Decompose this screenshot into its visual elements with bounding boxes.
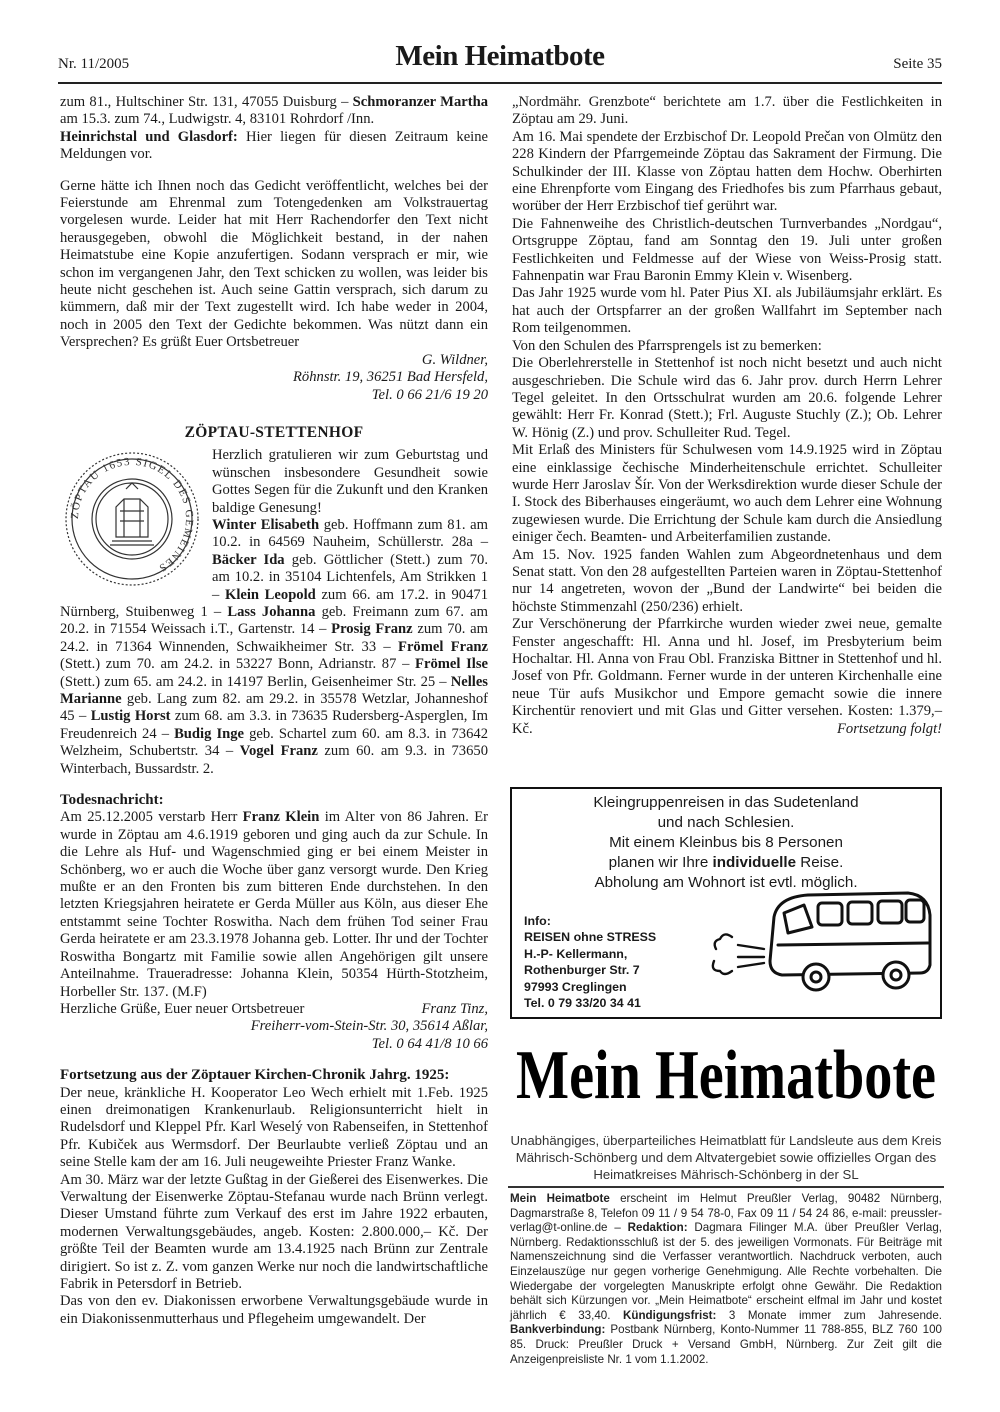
heinrichstal-paragraph: Heinrichstal und Glasdorf: Hier liegen für diesen Zeitraum keine Meldungen vor. xyxy=(60,128,489,163)
birthday-entry: Nelles Marianne geb. Lang zum 82. am 29.2. in 35578 Wetzlar, Johanneshof 45 – xyxy=(60,673,488,725)
bus-icon xyxy=(708,887,934,999)
chronik-paragraph: Zur Verschönerung der Pfarrkirche wurden wieder zwei neue, gemalte Fenster angeschafft: Hl. Anna und hl. Josef, im Presbyterium beim Hochaltar. Hl. Anna von Frau Obl. Franziska Bittner in Stettenhof und hl. Josef von Pfr. Goldmann. Ferner wurde in der unteren Kirchenhalle eine neue Tür aufs Musikchor und Empore gemacht sowie die innere Kirchentür renoviert und mit Glas und Gitter versehen. Kosten: 1.379,– Kč. Fortsetzung folgt! xyxy=(512,616,942,737)
masthead-rule xyxy=(508,1186,944,1188)
death-notice: Am 25.12.2005 verstarb Herr Franz Klein im Alter von 86 Jahren. Er wurde in Zöptau am 4.6.1919 geboren und ging auch da zur Schule. In die Lehre als Huf- und Wagenschmied ging er bei einem Meister in Schönberg, wo er auch die Woche über ganz versorgt wurde. Den Krieg mußte er an den Fronten bis zum bitteren Ende durchstehen. In den letzten Kriegsjahren heiratete er Gerda Müller aus Köln, aus dieser Ehe entstammt seine Tochter Roswitha. Nach dem frühen Tod seiner Frau Gerda heiratete er am 23.3.1978 Johanna geb. Lotter. Ihr und der Tochter Roswitha Bongartz mit Familie sowie allen Angehörigen gilt unsere Anteilnahme. Traueradresse: Johanna Klein, 50354 Hürth-Stotzheim, Horbeller Str. 137. (M.F) xyxy=(60,809,488,1000)
seal-text: ZÖPTAU 1653 SIGEL DES GEMEINES xyxy=(68,456,196,575)
left-column xyxy=(60,94,488,1328)
ad-contact-info: Info: REISEN ohne STRESS H.-P- Kellermann, Rothenburger Str. 7 97993 Creglingen Tel. 0 79 33/20 34 41 xyxy=(524,914,657,1011)
chronik-paragraph: Am 30. März war der letzte Gußtag in der Gießerei des Eisenwerkes. Die Verwaltung der Eisenwerke Zöptau-Stefanau wurde nach Brünn verlegt. Dieser Umstand führte zum Verkauf des erst im Jahre 1922 erbauten, modernen Verwaltungsgebäudes, angeb. Kosten: 2.800.000,– Kč. Der größte Teil der Beamten wurde am 13.4.1925 nach Brünn zur Zentrale dirigiert. So ist z. Z. vom ganzen Werke nur noch die landwirtschaftliche Fabrik in Petersdorf in Betrieb. xyxy=(60,1171,488,1292)
seal-icon xyxy=(60,449,204,589)
greeting-phone: Tel. 0 64 41/8 10 66 xyxy=(371,1035,488,1052)
continued-note: Fortsetzung folgt! xyxy=(837,720,942,737)
header-rule xyxy=(58,82,942,84)
header-title: Mein Heimatbote xyxy=(395,40,605,72)
signature-phone: Tel. 0 66 21/6 19 20 xyxy=(371,386,488,403)
birthday-intro: Herzlich gratulieren wir zum Geburtstag und wünschen insbesondere Gesundheit sowie Gottes Segen für die Zukunft und den Kranken baldige Genesung! xyxy=(212,447,488,516)
chronik-paragraph: Das Jahr 1925 wurde vom hl. Pater Pius XI. als Jubiläumsjahr erklärt. Es hat auch der Ortspfarrer an der großen Wallfahrt im September nach Rom teilgenommen. xyxy=(512,285,942,337)
birthday-entry: Klein Leopold zum 66. am 17.2. in 90471 Nürnberg, Stuibenweg 1 – xyxy=(60,586,488,620)
intro-paragraph: zum 81., Hultschiner Str. 131, 47055 Duisburg – Schmoranzer Martha am 15.3. zum 74., Ludwigstr. 4, 83101 Rohrdorf /Inn. xyxy=(60,94,488,128)
imprint: Mein Heimatbote erscheint im Helmut Preußler Verlag, 90482 Nürnberg, Dagmarstraße 8, Telefon 09 11 / 9 54 78-0, Fax 09 11 / 54 24 86, e-mail: preussler-verlag@t-online.de – Redaktion: Dagmara Filinger M.A. über Preußler Verlag, Nürnberg. Redaktionsschluß ist der 5. des jeweiligen Vormonats. Für Beiträge mit Namenszeichnung sind die Verfasser verantwortlich. Nachdruck verboten, auch Einzelauszüge nur gegen vorherige Genehmigung. Alle Rechte vorbehalten. Die Wiedergabe der vorgelegten Manuskripte erfolgt ohne Gewähr. Die Redaktion behält sich Kürzungen vor. „Mein Heimatbote“ erscheint elfmal im Jahr und kostet jährlich € 33,40. Kündigungsfrist: 3 Monate immer zum Jahresende. Bankverbindung: Postbank Nürnberg, Konto-Nummer 11 788-855, BLZ 760 100 85. Druck: Preußler Druck + Versand GmbH, Nürnberg. Zur Zeit gilt die Anzeigenpreisliste Nr. 1 vom 1.1.2002. xyxy=(510,1192,943,1366)
birthday-entry: Prosig Franz zum 70. am 24.2. in 71364 Winnenden, Schwaikheimer Str. 33 – xyxy=(60,621,488,655)
birthday-entry: Lass Johanna geb. Freimann zum 67. am 20.2. in 71554 Weissach i.T., Gartenstr. 14 – xyxy=(60,603,489,638)
chronik-paragraph: Mit Erlaß des Ministers für Schulwesen vom 14.9.1925 wird in Zöptau eine einklassige čechische Minderheitenschule errichtet. Schulleiter wurde Herr Jaroslav Šír. Von der Werksdirektion wurde dieser Schule der I. Stock des Biberhauses eingeräumt, wo auch dem Lehrer eine Wohnung zugewiesen wurde. Die Errichtung der Schule kam durch die Ansiedlung einiger čech. Beamten- und Arbeiterfamilien zustande. xyxy=(512,442,942,546)
issue-number: Nr. 11/2005 xyxy=(58,56,130,72)
birthday-entry: Lustig Horst zum 68. am 3.3. in 73635 Rudersberg-Asperglen, Im Freudenreich 24 – xyxy=(60,708,489,742)
ad-headline: Kleingruppenreisen in das Sudetenland und nach Schlesien. Mit einem Kleinbus bis 8 Personen planen wir Ihre individuelle Reise. Abholung am Wohnort ist evtl. möglich. xyxy=(593,794,859,891)
svg-text:ZÖPTAU 1653 SIGEL DES GEMEINES xyxy=(69,456,195,575)
signature-name: G. Wildner, xyxy=(421,351,488,368)
chronik-paragraph: Am 15. Nov. 1925 fanden Wahlen zum Abgeordnetenhaus und dem Senat statt. Von den 28 aufgestellten Parteien waren in Zöptau-Stettenhof nur 14 angetreten, wovon der „Bund der Landwirte“ bei beiden die höchste Stimmenzahl (250/236) erhielt. xyxy=(512,546,942,615)
chronik-paragraph: Die Fahnenweihe des Christlich-deutschen Turnverbandes „Nordgau“, Ortsgruppe Zöptau, fand am Sonntag den 19. Juli unter großen Festlichkeiten und Feldmesse auf der Wiese von Weiss-Prosig statt. Fahnenpatin war Frau Baronin Emmy Klein v. Wisenberg. xyxy=(512,215,942,285)
chronik-paragraph: Der neue, kränkliche H. Kooperator Leo Wech erhielt mit 1.Feb. 1925 einen dreimonatigen Krankenurlaub. Religionsunterricht hielt in Rudelsdorf und Kleppel Pfr. Karl Weselý von Rabenseifen, in Stettenhof Pfr. Kubiček aus Wermsdorf. Der Beurlaubte verließ Zöptau und an seine Stelle kam der am 16. Juli neugeweihte Priester Franz Wanke. xyxy=(60,1084,488,1171)
chronik-heading: Fortsetzung aus der Zöptauer Kirchen-Chronik Jahrg. 1925: xyxy=(60,1067,450,1084)
chronik-paragraph: „Nordmähr. Grenzbote“ berichtete am 1.7. über die Festlichkeiten in Zöptau am 29. Juni. xyxy=(512,94,942,128)
chronik-paragraph: Von den Schulen des Pfarrsprengels ist zu bemerken: xyxy=(512,337,822,354)
page-header xyxy=(58,38,942,78)
chronik-paragraph: Das von den ev. Diakonissen erworbene Verwaltungsgebäude wurde in ein Diakonissenmutterhaus und Pflegeheim umgewandelt. Der xyxy=(60,1293,488,1327)
masthead-logo xyxy=(508,1028,944,1120)
greeting-line: Herzliche Grüße, Euer neuer Ortsbetreuer Franz Tinz, xyxy=(60,1000,488,1017)
travel-advertisement xyxy=(510,787,942,1019)
birthday-entry: Frömel Ilse (Stett.) zum 65. am 24.2. in 14197 Berlin, Geisenheimer Str. 25 – xyxy=(60,656,488,690)
birthday-section xyxy=(60,447,488,778)
death-heading: Todesnachricht: xyxy=(60,792,164,809)
birthday-entry: Budig Inge geb. Schartel zum 60. am 8.3. in 73642 Welzheim, Schubertstr. 34 – xyxy=(60,725,488,760)
masthead-description: Unabhängiges, überparteiliches Heimatblatt für Landsleute aus dem Kreis Mährisch-Schönberg und dem Altvatergebiet sowie offizielles Organ des Heimatkreises Mährisch-Schönberg in der SL xyxy=(510,1133,942,1182)
page-number: Seite 35 xyxy=(893,56,942,72)
birthday-entry: Vogel Franz zum 60. am 9.3. in 73650 Winterbach, Bussardstr. 2. xyxy=(60,743,488,777)
letter-paragraph: Gerne hätte ich Ihnen noch das Gedicht veröffentlicht, welches bei der Feierstunde am Ehrenmal zum Totengedenken am Volkstrauertag vorgelesen wurde. Leider hat mit Herr Rachendorfer den Text nicht herausgegeben, obwohl die Möglichkeit bestand, in der nahen Heimatstube eine Kopie anzufertigen. Sodann versprach er mir, wie schon im vergangenen Jahr, den Text schicken zu wollen, was leider bis heute nicht geschehen ist. Auch seine Gattin versprach, sich darum zu kümmern, daß mir der Text zugestellt wird. Ich habe weder in 2004, noch in 2005 den Text der Gedichte bekommen. Was nützt dann ein Versprechen? Es grüßt Euer Ortsbetreuer xyxy=(60,177,488,351)
birthday-entry: Frömel Franz (Stett.) zum 70. am 24.2. in 53227 Bonn, Adrianstr. 87 – xyxy=(60,638,488,673)
greeting-address: Freiherr-vom-Stein-Str. 30, 35614 Aßlar, xyxy=(250,1018,488,1035)
svg-text:Mein Heimatbote: Mein Heimatbote xyxy=(516,1037,936,1114)
chronik-paragraph: Die Oberlehrerstelle in Stettenhof ist noch nicht besetzt und auch nicht ausgeschrieben. Die Schule wird das 6. Jahr prov. durch Herrn Lehrer Tegel geleitet. In den Ortsschulrat wurden am 20.6. folgende Lehrer gewählt: Herr Fr. Konrad (Stett.); Frl. Auguste Stuchly (Z.); Ob. Lehrer W. Hönig (Z.) und prov. Schulleiter Rud. Tegel. xyxy=(512,355,942,441)
section-title: ZÖPTAU-STETTENHOF xyxy=(184,423,364,441)
signature-address: Röhnstr. 19, 36251 Bad Hersfeld, xyxy=(293,369,488,386)
chronik-paragraph: Am 16. Mai spendete der Erzbischof Dr. Leopold Prečan von Olmütz den 228 Kindern der Pfarrgemeinde Zöptau das Sakrament der Firmung. Die Schulkinder der III. Klasse von Zöptau hatten dem Hochw. Oberhirten eine Ehrenpforte vom Eingang des Friedhofes bis zum Pfarrhaus gebaut, worüber der Herr Erzbischof tief gerührt war. xyxy=(512,128,942,215)
birthday-entry: Bäcker Ida geb. Göttlicher (Stett.) zum 70. am 10.2. in 35104 Lichtenfels, Am Strikken 1 – xyxy=(212,551,488,603)
right-column xyxy=(512,94,942,738)
birthday-entry: Winter Elisabeth geb. Hoffmann zum 81. am 10.2. in 64569 Nauheim, Schüllerstr. 28a – xyxy=(212,516,489,551)
